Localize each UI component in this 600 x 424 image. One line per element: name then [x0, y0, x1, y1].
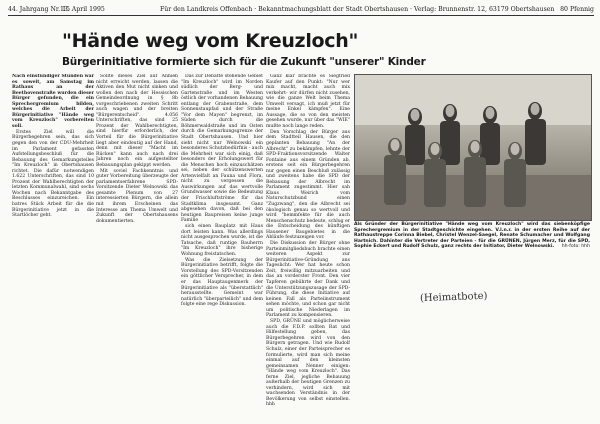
group-photo — [354, 74, 592, 221]
article-column-2 — [96, 74, 178, 414]
article-paragraph: Was die Zielsetzung der Bürgerinitiative betrifft, folgte die Vorstellung des SPD-Vorsitzenden ein göttlicher Versprecher, in dem er das Hauptaugenmerk der Bürgerinitiative als "überstattlich" herausstellte. Gemeint war natürlich "überparteilich" und dem folgte eine rege Diskussion. — [181, 257, 263, 308]
article-paragraph: Ganz klar brachte es Siegfried Kaufer auf den Punkt: "Nur wer mix macht, macht auch mix verkehrt- wir dürfen nicht zusehen, wie die ganze Welt beim Thema Umwelt versagt, ich muß jetzt für meine Enkel kämpfen". Eine Aussage, die so von den meisten gesehen wurde, nur über das "WIE" mußte noch lange reden. — [266, 74, 350, 129]
article-paragraph: Das zur Debatte stehende Gebiet "Im Kreuzloch" wird im Norden südlich der Berg- und Gartenstraße und im Westen östlich der vorhandenen Bebauung entlang der Grabenstraße, dem Sonnenstaupfad und der Straße "Vor dem Mayen" begrenzt, im Süden durch die Böhmerwaldstraße und im Osten durch die Gemarkungsgrenze der Stadt Obertshausen. Und hier sieht nicht nur Welnowski ein besonderes Schutzbedürfnis - auch die Mehrheit war sich einig, daß besonders der Erholungswert für die Menschen hoch einzuschätzen sei, neben der schützenswerten Artenvielfalt an Fauna und Flora, nicht zu vergessen die Auswirkungen auf das wertvolle Grundwasser sowie die Bedeutung der Frischluftströme für das Stadtklima insgesamt. Ganz abgesehen davon, daß bei den heutigen Baupreisen keine junge Familie — [181, 74, 263, 224]
article-paragraph: Die Diskussion der Bürger ohne Parteinmitgliedsbuch brachte einen weiteren Aspekt zur Bürgerinitiative-Gründung ans Tageslicht: Wer hat heute schon Zeit, freiwillig mitzuarbeiten und das an vorderster Front. Den vier Tapferen gebührte der Dank und die Unterstützungszusage der SPD-Führung, die diese Initiative auf keinen Fall als Parteiinstrument sehen möchte, und schon gar nicht um politische Niederlagen im Parlament zu kompensieren. — [266, 241, 350, 319]
article-paragraph: Sollte dieses Ziel auf Anhieb nicht erreicht werden, lassen die Aktiven den Mut nicht sinken und wollen den nach der Hessischen Gemeindeordnung in § 8b vorgeschriebenen zweiten Schritt auch wagen und der breiten "Bürgerentscheid". 4.056 Unterschriften, das sind 25 Prozent der Wahlberechtigten, sind hierfür erforderlich, der Vorteil für die Bürgerinitiative liegt aber eindeutig auf der Hand, denn mit dieser "Macht im Rücken" kann auch nach drei Jahren noch ein aufgestellter Bebauungsplan gekippt werden. — [96, 74, 178, 168]
photo-caption — [354, 222, 590, 250]
group-photo-drawing — [355, 75, 591, 220]
article-paragraph: Erstes Ziel will die Bürgerbegehren sein, das sich gegen den von der CDU-Mehrheit im Parlament gefassten Aufstellungsbeschluß für die Bebauung des Gemarkungsteiles "Im Kreuzloch" in Obertshausen richtet. Die dafür notwendigen 1.622 Unterschriften, das sind 10 Prozent der Wahlberechtigten der letzten Kommunalwahl, sind sechs Wochen nach Bekanntgabe des Beschlusses einzureichen. Ein batres Stück Arbeit für die die Bürgerinitiative jetzt in die Startlöcher geht. — [12, 129, 94, 219]
photo-caption-text: Als Gründer der Bürgerinitiative "Hände weg vom Kreuzloch" wird das siebenköpfige Sprechergremium in der Stadtgeschichte eingehen. V.l.n.r. in der ersten Reihe auf der Rathaustreppe Corinna Biebel, Christel Wenzel-Saegel, Renate Schumacher und Wolfgang Hartnich. Dahinter die Vertreter der Parteien - für die GRÜNEN, Jürgen Merz, für die SPD, Sophie Eckert und Rudolf Schulz, ganz rechts der Initiator, Dieter Welnowski. — [354, 222, 590, 250]
article-paragraph: Den Vorschlag der Bürger aus dem Stadtteil Hausen, die den geplanten Bebauung "An der Albrecht" zu bekämpfen, lehnte der SPD-Fraktionsvorsitzende Walter Fontaine aus einem Gründen ab, erstens seit ein Bürgerbegehren nur gegen einen Beschluß zulässig und zweitens habe die SPD der Bebauung der Albrecht im Parlament zugestimmt. Hier sah Klaus Weirich vom Naturschutzbund einen "Zugzwang", den die Albrecht sei ökologisch genau so wertvoll und wird "hemmfekte für die auch Menschenschutz bedeute, schlug er die Entscheidung des künftigen Hausener Baugebietes in die Abläufe festzuzeigen vor. — [266, 129, 350, 241]
article-paragraph: Nach einstündiger Stunden war es soweit, am Samstag im Rathaus an der Beethovenstraße wurden dieser Bürger gefunden, die ein Sprechergremium bilden, welches die Arbeit der Bürgerinitiative "Hände weg vom Kreuzloch" vorbereiten soll. — [12, 74, 94, 129]
article-column-1 — [12, 74, 94, 414]
article-column-3 — [181, 74, 263, 414]
subheadline: Bürgerinitiative formierte sich für die Zukunft "unserer" Kinder — [62, 56, 426, 68]
masthead — [8, 4, 594, 16]
article-column-4 — [266, 74, 350, 414]
source-stamp: (Heimatbote) — [419, 290, 488, 305]
publisher-line: Für den Landkreis Offenbach · Bekanntmachungsblatt der Stadt Obertshausen · Verlag: Brunnenstr. 12, 63179 Obertshausen — [160, 6, 555, 13]
headline: "Hände weg vom Kreuzloch" — [62, 30, 359, 52]
price: 80 Pfennig — [560, 6, 594, 13]
article-paragraph: Mit soviel Fachkenntnis und guter Vorbereitung überzeugte der parlamentserfahrene SPD-Vorsitzende Dieter Welnowski das gesamte Plenum von 27 interessierten Bürgern, die allein mit ihrem Erscheinen das Interesse am Thema Umwelt und Zukunft der Obertshausens dokumentierten. — [96, 168, 178, 224]
article-paragraph: SPD, GRÜNE und möglicherweise auch die F.D.P. sollten Rat und Hilfestellung geben, das Bürgerbegehren wird von den Bürgern getragen. Und wie Rudolf Schulz, einer der Parteisprecher es formulierte, wird man sich meine einmal auf den kleinsten gemeinsamen Nenner einigen: "Hände weg vom Kreuzloch". Das ferne Ziel, jegliche Bebauung außerhalb der heutigen Grenzen zu verhindern, wird sich mit wachsenden Verständnis in der Bevölkerung von selbst einstellen. hhh — [266, 319, 350, 408]
article-paragraph: sich einen Bauplatz mit Haus dort leisten kann. Was allerdings nicht ausgesprochen wurde, ist die Tatsache, daß runtige Bauherrn "Im Kreuzloch" ihre bisherige Wohnung freistatschen. — [181, 224, 263, 257]
photo-credit: hh-foto: hhh — [561, 244, 590, 250]
issue-number: 44. Jahrgang Nr. 15 — [8, 6, 70, 13]
issue-date: 13. April 1995 — [60, 6, 105, 13]
